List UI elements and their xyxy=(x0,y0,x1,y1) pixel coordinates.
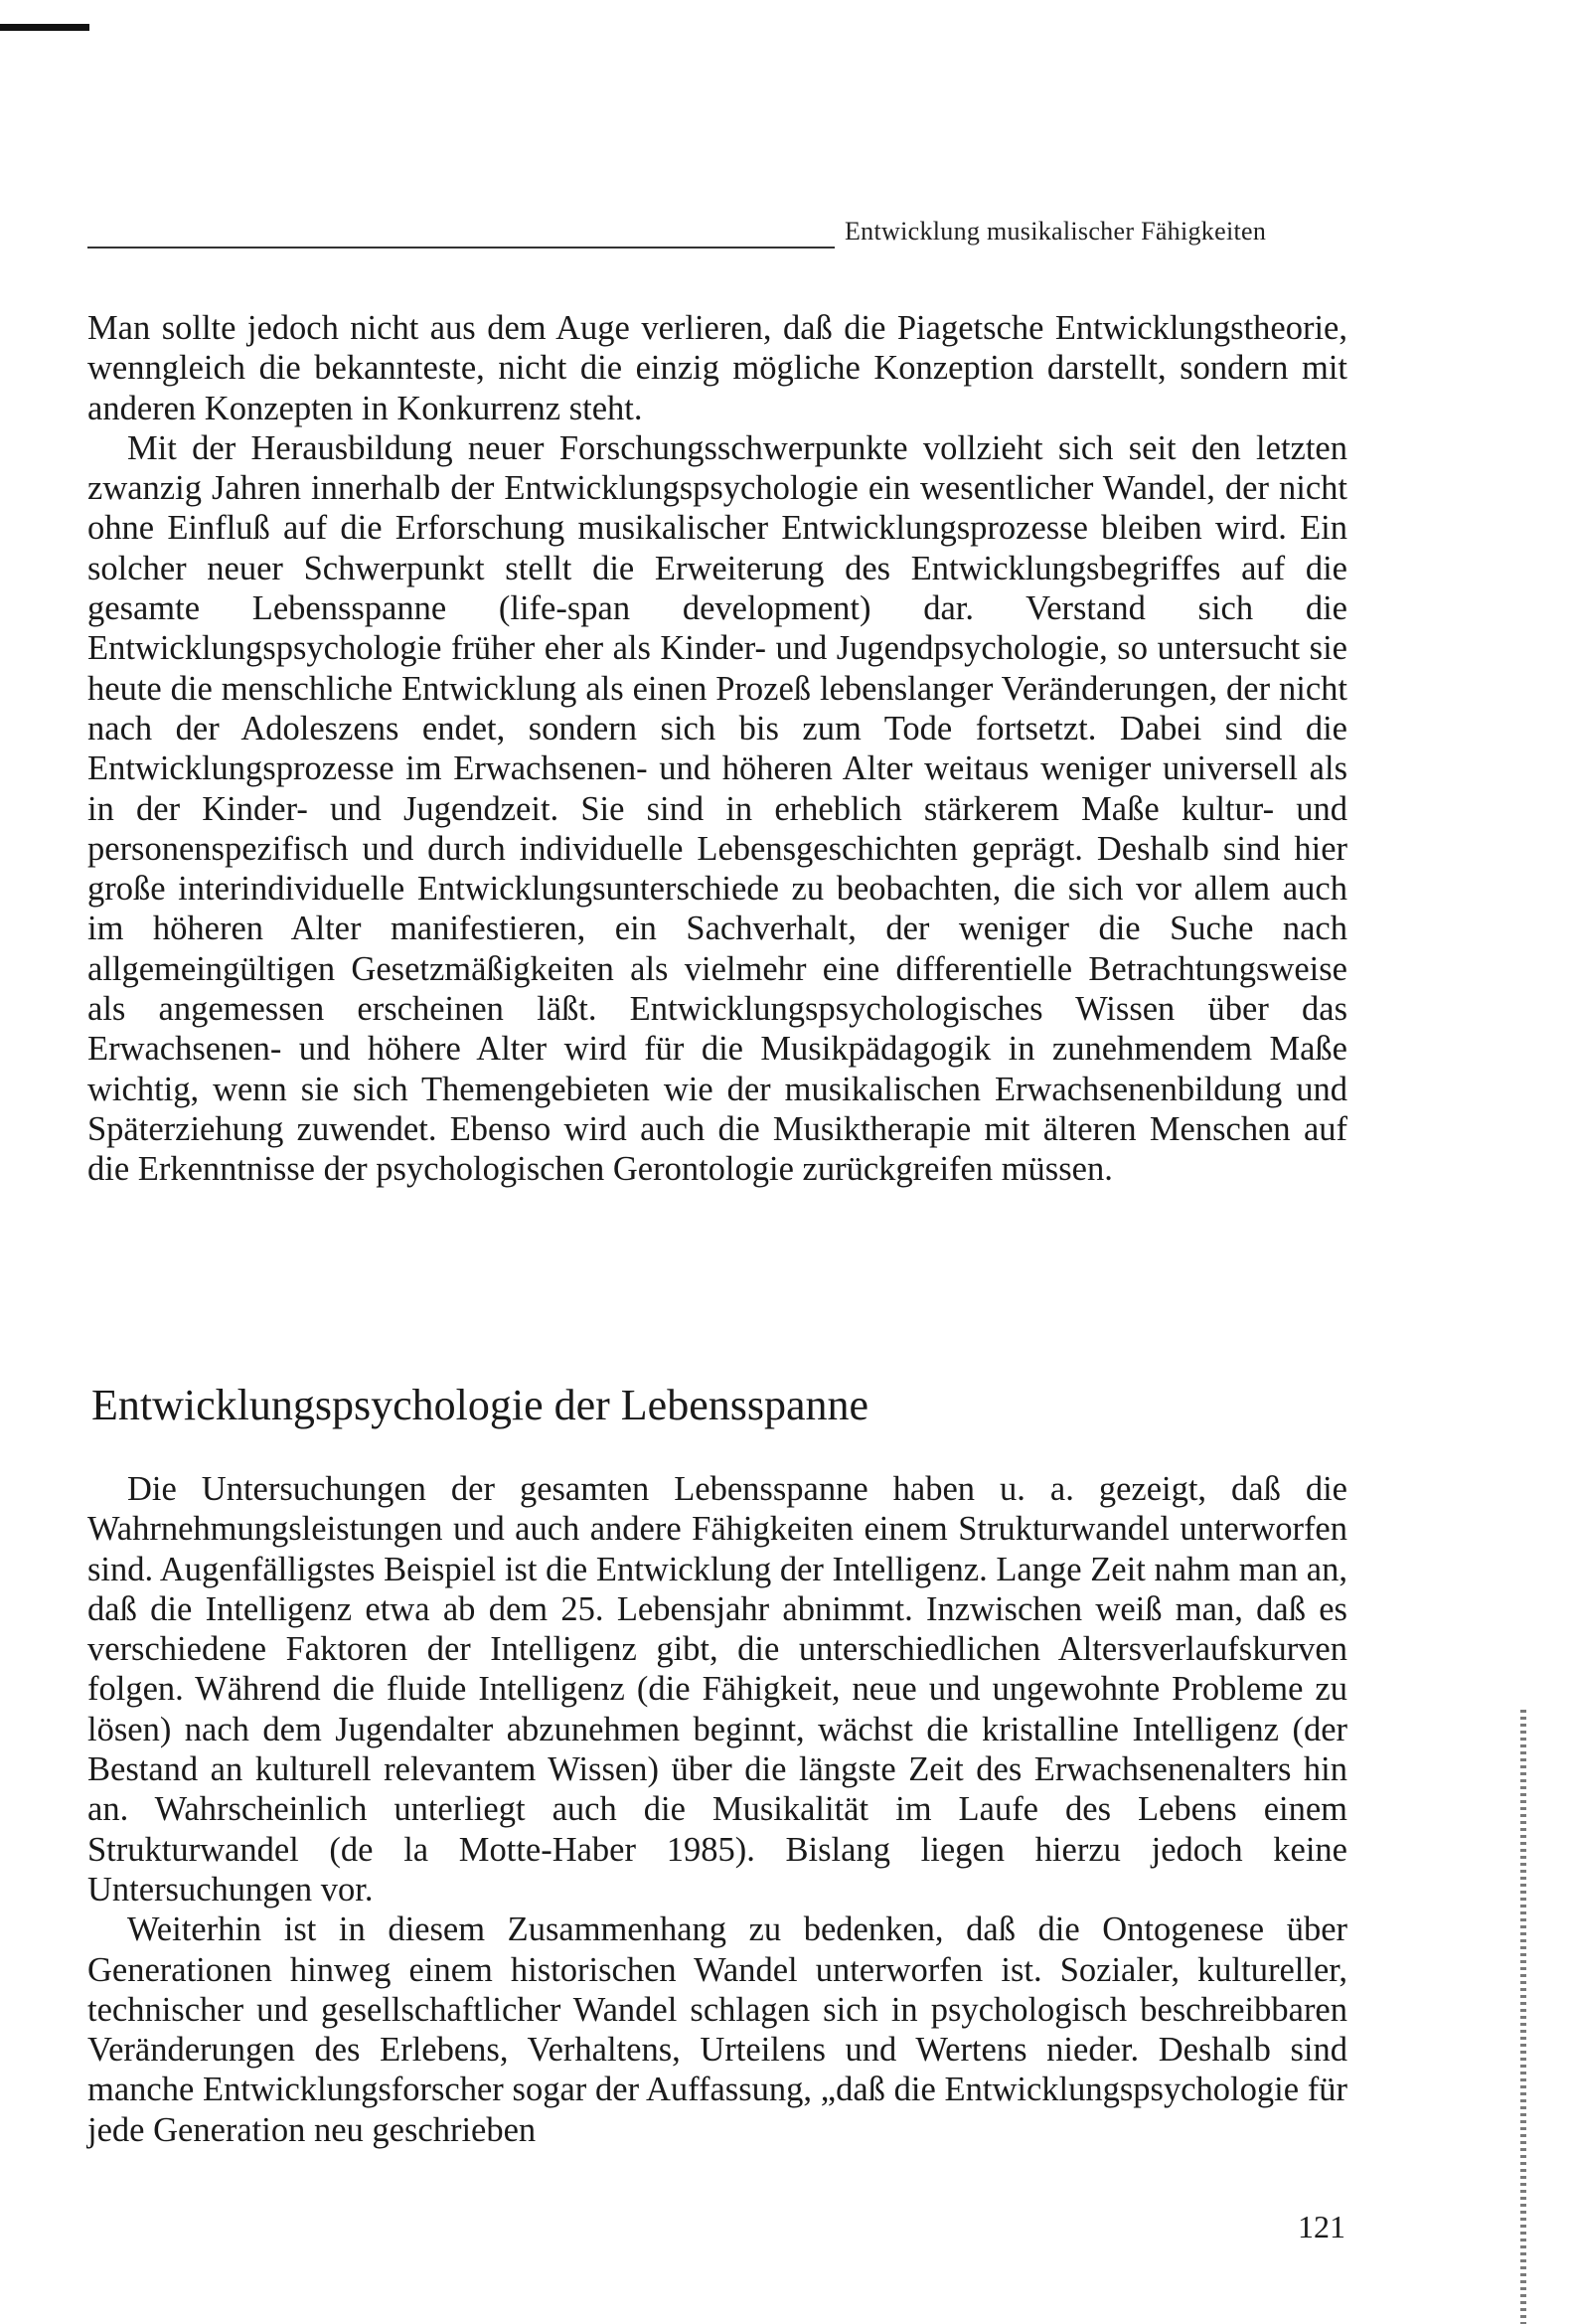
paragraph: Mit der Herausbildung neuer Forschungsschwerpunkte vollzieht sich seit den letzten zwanzig Jahren innerhalb der Entwicklungspsychologie ein wesentlicher Wandel, der nicht ohne Einfluß auf die Erforschung musikalischer Entwicklungsprozesse bleiben wird. Ein solcher neuer Schwerpunkt stellt die Erweiterung des Entwicklungsbegriffes auf die gesamte Lebensspanne (life-span development) dar. Verstand sich die Entwicklungspsychologie früher eher als Kinder- und Jugendpsychologie, so untersucht sie heute die menschliche Entwicklung als einen Prozeß lebenslanger Veränderungen, der nicht nach der Adoleszens endet, sondern sich bis zum Tode fortsetzt. Dabei sind die Entwicklungsprozesse im Erwachsenen- und höheren Alter weitaus weniger universell als in der Kinder- und Jugendzeit. Sie sind in erheblich stärkerem Maße kultur- und personenspezifisch und durch individuelle Lebensgeschichten geprägt. Deshalb sind hier große interindividuelle Entwicklungsunterschiede zu beobachten, die sich vor allem auch im höheren Alter manifestieren, ein Sachverhalt, der weniger die Suche nach allgemeingültigen Gesetzmäßigkeiten als vielmehr eine differentielle Betrachtungsweise als angemessen erscheinen läßt. Entwicklungspsychologisches Wissen über das Erwachsenen- und höhere Alter wird für die Musikpädagogik in zunehmendem Maße wichtig, wenn sie sich Themengebieten wie der musikalischen Erwachsenenbildung und Späterziehung zuwendet. Ebenso wird auch die Musiktherapie mit älteren Menschen auf die Erkenntnisse der psychologischen Gerontologie zurückgreifen müssen. xyxy=(87,428,1347,1189)
running-header: Entwicklung musikalischer Fähigkeiten xyxy=(845,217,1267,246)
header-rule xyxy=(87,247,835,249)
section-heading: Entwicklungspsychologie der Lebensspanne xyxy=(91,1381,869,1429)
section-body-intro xyxy=(87,308,1347,1190)
page-number: 121 xyxy=(1298,2209,1345,2244)
scan-corner-mark xyxy=(0,24,89,31)
scan-page-edge xyxy=(1520,1710,1526,2324)
section-body-lifespan xyxy=(87,1469,1347,2150)
paragraph: Man sollte jedoch nicht aus dem Auge verlieren, daß die Piagetsche Entwicklungstheorie, wenngleich die bekannteste, nicht die einzig mögliche Konzeption darstellt, sondern mit anderen Konzepten in Konkurrenz steht. xyxy=(87,309,1347,427)
paragraph: Weiterhin ist in diesem Zusammenhang zu bedenken, daß die Ontogenese über Generationen hinweg einem historischen Wandel unterworfen ist. Sozialer, kultureller, technischer und gesellschaftlicher Wandel schlagen sich in psychologisch beschreibbaren Veränderungen des Erlebens, Verhaltens, Urteilens und Wertens nieder. Deshalb sind manche Entwicklungsforscher sogar der Auffassung, „daß die Entwicklungspsychologie für jede Generation neu geschrieben xyxy=(87,1910,1347,2149)
paragraph: Die Untersuchungen der gesamten Lebensspanne haben u. a. gezeigt, daß die Wahrnehmungsleistungen und auch andere Fähigkeiten einem Strukturwandel unterworfen sind. Augenfälligstes Beispiel ist die Entwicklung der Intelligenz. Lange Zeit nahm man an, daß die Intelligenz etwa ab dem 25. Lebensjahr abnimmt. Inzwischen weiß man, daß es verschiedene Faktoren der Intelligenz gibt, die unterschiedlichen Altersverlaufskurven folgen. Während die fluide Intelligenz (die Fähigkeit, neue und ungewohnte Probleme zu lösen) nach dem Jugendalter abzunehmen beginnt, wächst die kristalline Intelligenz (der Bestand an kulturell relevantem Wissen) über die längste Zeit des Erwachsenenalters hin an. Wahrscheinlich unterliegt auch die Musikalität im Laufe des Lebens einem Strukturwandel (de la Motte-Haber 1985). Bislang liegen hierzu jedoch keine Untersuchungen vor. xyxy=(87,1470,1347,1909)
